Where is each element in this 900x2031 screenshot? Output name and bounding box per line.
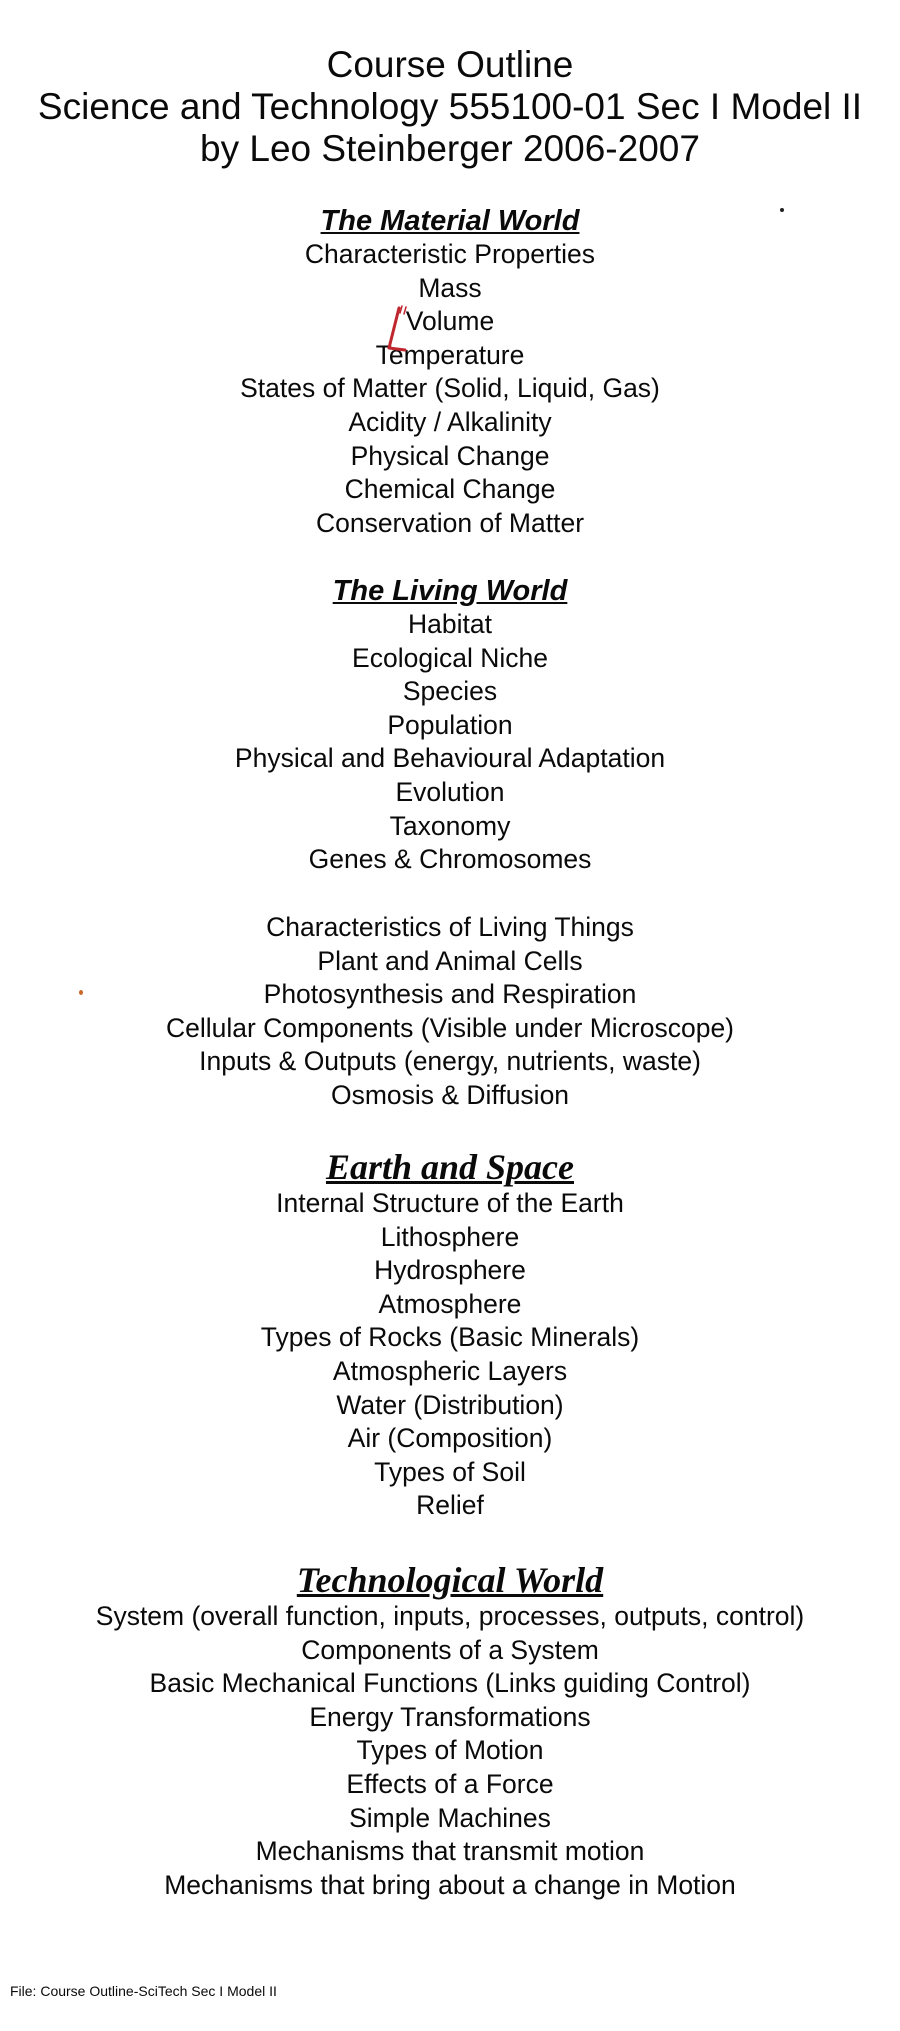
section-living-world xyxy=(0,575,900,877)
scan-speck xyxy=(780,208,784,212)
list-item: Types of Soil xyxy=(374,1456,526,1487)
list-item: Water (Distribution) xyxy=(336,1389,564,1420)
list-item: Evolution xyxy=(395,776,505,807)
section-title: Earth and Space xyxy=(325,1147,575,1187)
section-earth-and-space xyxy=(0,1147,900,1523)
list-item: Types of Motion xyxy=(356,1735,544,1766)
document-header xyxy=(0,44,900,170)
list-item: Temperature xyxy=(375,339,525,370)
list-item: Ecological Niche xyxy=(352,642,548,673)
list-item: Hydrosphere xyxy=(374,1255,526,1286)
list-item: Osmosis & Diffusion xyxy=(330,1079,570,1110)
section-material-world xyxy=(0,205,900,540)
handwritten-annotation-mark xyxy=(385,304,409,358)
list-item: Population xyxy=(387,709,513,740)
header-title: Course Outline xyxy=(326,44,574,85)
list-item: Types of Rocks (Basic Minerals) xyxy=(260,1322,640,1353)
list-item: Atmosphere xyxy=(378,1288,522,1319)
list-item: Mechanisms that bring about a change in Motion xyxy=(164,1869,736,1900)
list-item: Relief xyxy=(416,1490,484,1521)
list-item: Habitat xyxy=(408,609,492,639)
list-item: Energy Transformations xyxy=(309,1701,591,1732)
list-item: Effects of a Force xyxy=(346,1768,554,1799)
list-item: Internal Structure of the Earth xyxy=(276,1188,624,1218)
list-item: Genes & Chromosomes xyxy=(308,844,592,875)
list-item: Taxonomy xyxy=(389,810,511,841)
file-name-footer: File: Course Outline-SciTech Sec I Model II xyxy=(10,1983,277,1999)
section-technological-world xyxy=(0,1560,900,1902)
section-title: The Material World xyxy=(320,205,580,237)
list-item: Acidity / Alkalinity xyxy=(348,406,552,437)
section-title: Technological World xyxy=(296,1560,604,1600)
list-item: Inputs & Outputs (energy, nutrients, waste) xyxy=(199,1046,701,1077)
list-item: Plant and Animal Cells xyxy=(317,945,583,976)
list-item: Air (Composition) xyxy=(347,1423,553,1454)
list-item: Basic Mechanical Functions (Links guiding Control) xyxy=(149,1668,751,1699)
list-item: Conservation of Matter xyxy=(315,507,585,538)
list-item: Simple Machines xyxy=(349,1802,551,1833)
list-item: System (overall function, inputs, processes, outputs, control) xyxy=(95,1601,805,1631)
header-author: by Leo Steinberger 2006-2007 xyxy=(200,128,700,169)
scan-speck xyxy=(79,990,83,995)
list-item: Mass xyxy=(418,272,482,303)
list-item: Components of a System xyxy=(301,1634,599,1665)
list-item: Volume xyxy=(405,306,495,337)
header-course: Science and Technology 555100-01 Sec I Model II xyxy=(37,86,863,127)
list-item: Photosynthesis and Respiration xyxy=(263,979,637,1010)
list-item: Characteristic Properties xyxy=(304,239,596,269)
list-item: States of Matter (Solid, Liquid, Gas) xyxy=(240,373,660,404)
list-item: Atmospheric Layers xyxy=(332,1355,568,1386)
list-item: Chemical Change xyxy=(344,474,556,505)
list-item: Lithosphere xyxy=(380,1221,520,1252)
list-item: Physical and Behavioural Adaptation xyxy=(234,743,666,774)
list-item: Mechanisms that transmit motion xyxy=(255,1836,645,1867)
list-item: Cellular Components (Visible under Microscope) xyxy=(165,1012,735,1043)
list-item: Characteristics of Living Things xyxy=(266,912,634,942)
list-item: Physical Change xyxy=(350,440,550,471)
section-living-world-cells xyxy=(0,911,900,1113)
section-title: The Living World xyxy=(332,575,568,607)
list-item: Species xyxy=(402,676,498,707)
